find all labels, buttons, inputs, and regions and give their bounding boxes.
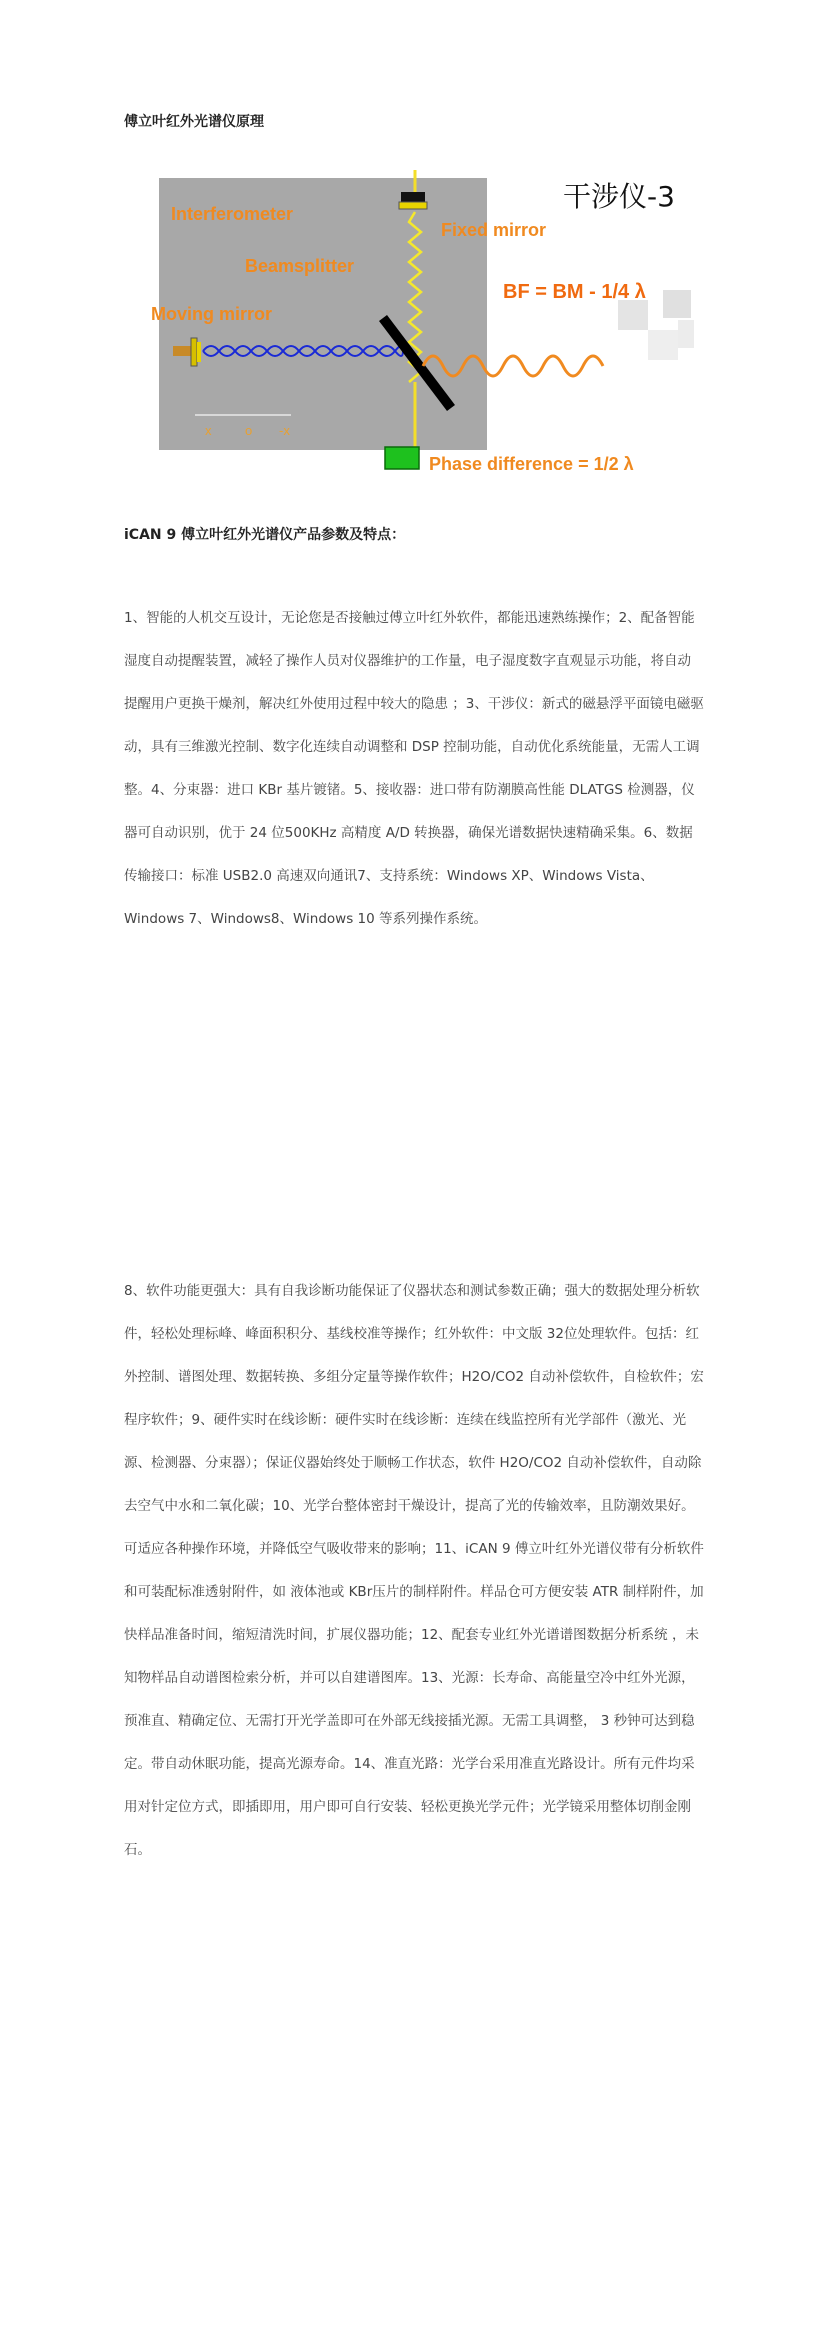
detector bbox=[385, 447, 419, 469]
decor-square bbox=[678, 320, 694, 348]
fixed-mirror-mount bbox=[401, 192, 425, 202]
fixed-mirror bbox=[399, 202, 427, 209]
moving-mirror-drive bbox=[173, 346, 191, 356]
decor-square bbox=[648, 330, 678, 360]
decor-square bbox=[663, 290, 691, 318]
label-bf-formula: BF = BM - 1/4 λ bbox=[503, 281, 646, 303]
axis-label-zero: o bbox=[245, 423, 253, 438]
moving-mirror-face bbox=[197, 342, 201, 362]
document-title: 傅立叶红外光谱仪原理 bbox=[124, 114, 264, 130]
axis-label-x: x bbox=[205, 423, 212, 438]
decor-square bbox=[618, 300, 648, 330]
features-section-2: 8、软件功能更强大：具有自我诊断功能保证了仪器状态和测试参数正确；强大的数据处理分析软件，轻松处理标峰、峰面积积分、基线校准等操作；红外软件：中文版 32位处理软件。包括：红外控制、谱图处理、数据转换、多组分定量等操作软件；H2O/CO2 自动补偿软件，自检软件；宏程序软件；9、硬件实时在线诊断：硬件实时在线诊断：连续在线监控所有光学部件（激光、光源、检测器、分束器）；保证仪器始终处于顺畅工作状态，软件 H2O/CO2 自动补偿软件，自动除去空气中水和二氧化碳；10、光学台整体密封干燥设计，提高了光的传输效率，且防潮效果好。可适应各种操作环境，并降低空气吸收带来的影响；11、iCAN 9 傅立叶红外光谱仪带有分析软件和可装配标准透射附件，如 液体池或 KBr压片的制样附件。样品仓可方便安装 ATR 制样附件，加快样品准备时间，缩短清洗时间，扩展仪器功能；12、配套专业红外光谱谱图数据分析系统 ，未知物样品自动谱图检索分析，并可以自建谱图库。13、光源：长寿命、高能量空冷中红外光源，预准直、精确定位、无需打开光学盖即可在外部无线接插光源。无需工具调整， 3 秒钟可达到稳定。带自动休眠功能，提高光源寿命。14、准直光路：光学台采用准直光路设计。所有元件均采用对针定位方式，即插即用，用户即可自行安装、轻松更换光学元件；光学镜采用整体切削金刚石。 bbox=[124, 1283, 704, 1858]
figure-title: 干涉仪-3 bbox=[563, 180, 675, 213]
label-moving-mirror: Moving mirror bbox=[151, 304, 273, 324]
interferometer-diagram bbox=[133, 170, 694, 486]
label-phase-difference: Phase difference = 1/2 λ bbox=[429, 454, 634, 474]
features-heading: iCAN 9 傅立叶红外光谱仪产品参数及特点： bbox=[124, 527, 406, 543]
moving-mirror bbox=[191, 338, 197, 366]
features-section-1: 1、智能的人机交互设计，无论您是否接触过傅立叶红外软件，都能迅速熟练操作；2、配备智能湿度自动提醒装置，减轻了操作人员对仪器维护的工作量，电子湿度数字直观显示功能，将自动提醒用户更换干燥剂，解决红外使用过程中较大的隐患 ；3、干涉仪：新式的磁悬浮平面镜电磁驱动，具有三维激光控制、数字化连续自动调整和 DSP 控制功能，自动优化系统能量，无需人工调整。4、分束器：进口 KBr 基片镀锗。5、接收器：进口带有防潮膜高性能 DLATGS 检测器，仪器可自动识别，优于 24 位500KHz 高精度 A/D 转换器，确保光谱数据快速精确采集。6、数据传输接口：标准 USB2.0 高速双向通讯7、支持系统：Windows XP、Windows Vista、Windows 7、Windows8、Windows 10 等系列操作系统。 bbox=[124, 610, 704, 927]
label-fixed-mirror: Fixed mirror bbox=[441, 220, 547, 240]
label-interferometer: Interferometer bbox=[171, 204, 294, 224]
axis-label-neg-x: -x bbox=[279, 423, 290, 438]
label-beamsplitter: Beamsplitter bbox=[245, 256, 355, 276]
